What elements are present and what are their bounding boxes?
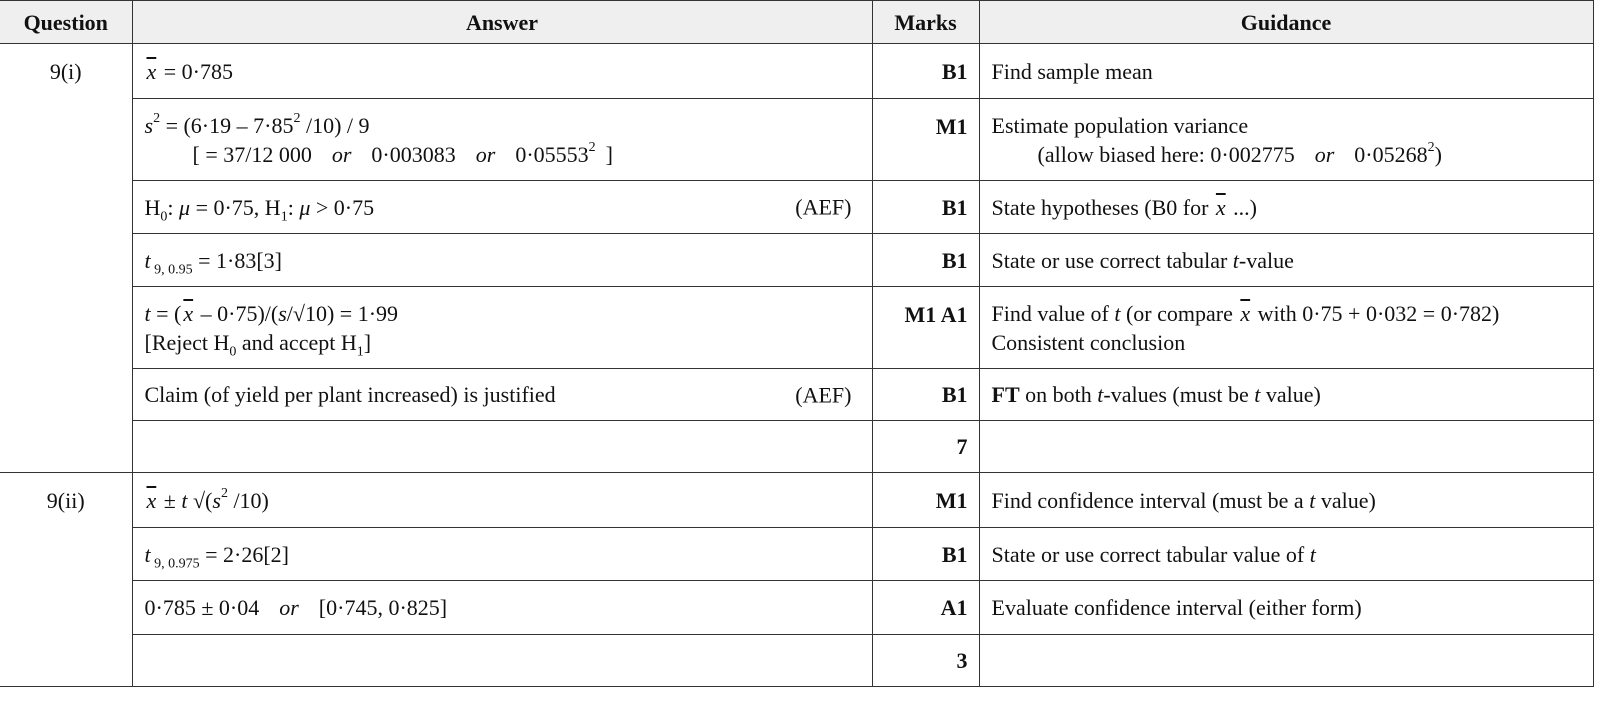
total-row [0,635,1593,687]
total-row [0,421,1593,473]
table-row [0,99,1593,181]
marks-cell: B1 [872,181,979,234]
answer-cell: 0·785 ± 0·04 or [0·745, 0·825] [132,581,872,635]
guidance-cell: State or use correct tabular value of t [979,528,1593,581]
question-number: 9(i) [0,44,132,473]
marks-cell: M1 [872,473,979,528]
answer-cell: $\overline{x} \pm t$ $√(s^2$ /10) [132,473,872,528]
guidance-cell-empty [979,635,1593,687]
marks-cell: B1 [872,44,979,99]
answer-cell: Claim (of yield per plant increased) is justified (AEF) [132,369,872,421]
table-row [0,181,1593,234]
table-row [0,287,1593,369]
table-row [0,473,1593,528]
marks-cell: B1 [872,528,979,581]
aef-note: (AEF) [795,382,852,407]
header-answer: Answer [132,1,872,44]
total-marks: 3 [872,635,979,687]
guidance-cell: Estimate population variance (allow biased here: 0·002775 or $0\cdot 05268^2$) [979,99,1593,181]
header-row [0,1,1593,44]
marks-cell: B1 [872,369,979,421]
marks-cell: A1 [872,581,979,635]
answer-cell-empty [132,421,872,473]
question-number: 9(ii) [0,473,132,687]
table-row [0,369,1593,421]
guidance-cell-empty [979,421,1593,473]
table-row [0,44,1593,99]
marks-cell: B1 [872,234,979,287]
answer-cell-empty [132,635,872,687]
table-row [0,234,1593,287]
answer-cell: $t = (\overline{x} - 0\cdot 75)/(s/√10) = 1\cdot 99$ [Reject $H_0$ and accept $H_1$] [132,287,872,369]
guidance-cell: Find confidence interval (must be a t value) [979,473,1593,528]
header-question: Question [0,1,132,44]
total-marks: 7 [872,421,979,473]
answer-cell: $s^2 = (6\cdot 19 - 7\cdot 85^2$ /10) / 9 [ = 37/12 000 or 0·003083 or $0\cdot 05553^2$ ] [132,99,872,181]
marks-cell: M1 [872,99,979,181]
header-guidance: Guidance [979,1,1593,44]
marks-cell: M1 A1 [872,287,979,369]
table-row [0,528,1593,581]
guidance-cell: Find value of t (or compare $\overline{x}$ with 0·75 + 0·032 = 0·782) Consistent conclusion [979,287,1593,369]
answer-cell: $H_0$: μ = 0·75, $H_1$: μ > 0·75 (AEF) [132,181,872,234]
header-marks: Marks [872,1,979,44]
answer-cell: t $_{9, 0.975}$ = 2·26[2] [132,528,872,581]
answer-cell: $\overline{x} = 0\cdot 785$ [132,44,872,99]
guidance-cell: State or use correct tabular t-value [979,234,1593,287]
aef-note: (AEF) [795,194,852,220]
guidance-cell: Evaluate confidence interval (either form) [979,581,1593,635]
guidance-cell: FT on both t-values (must be t value) [979,369,1593,421]
guidance-cell: Find sample mean [979,44,1593,99]
guidance-cell: State hypotheses (B0 for $\overline{x}$ ...) [979,181,1593,234]
answer-cell: t $_{9, 0.95}$ = 1·83[3] [132,234,872,287]
table-row [0,581,1593,635]
